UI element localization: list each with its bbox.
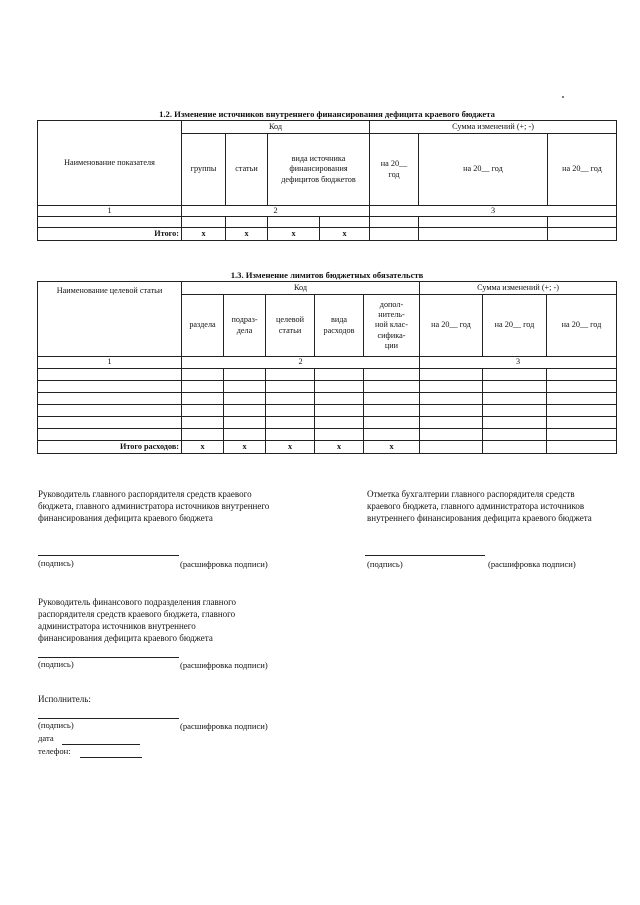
phone-line[interactable]	[80, 757, 142, 758]
year-3-header: на 20__ год	[547, 295, 617, 357]
col-sum-header: Сумма изменений (+; -)	[370, 121, 617, 134]
executor-signature-line	[38, 718, 179, 719]
sub-source-header: вида источника финансирования дефицитов бюджетов	[268, 134, 370, 206]
scan-speck	[562, 96, 564, 98]
accounting-mark-text: Отметка бухгалтерии главного распорядителя средств краевого бюджета, главного администратора источников внутреннего финансирования дефицита краевого бюджета	[367, 489, 592, 523]
signature-caption: (подпись)	[38, 659, 74, 669]
total-label: Итого:	[38, 228, 182, 241]
x-mark: x	[182, 228, 226, 241]
table-row	[38, 393, 617, 405]
col-number-1: 1	[38, 357, 182, 369]
x-mark: x	[315, 441, 364, 454]
col-number-2: 2	[182, 206, 370, 217]
year-1-header: на 20__ год	[370, 134, 419, 206]
table-row	[38, 429, 617, 441]
signature-caption: (подпись)	[38, 720, 74, 730]
signature-caption: (подпись)	[367, 559, 403, 569]
col-number-1: 1	[38, 206, 182, 217]
finance-signature-line	[38, 657, 179, 658]
year-2-header: на 20__ год	[483, 295, 547, 357]
total-label: Итого расходов:	[38, 441, 182, 454]
table-row	[38, 381, 617, 393]
col-name-header: Наименование показателя	[38, 121, 182, 206]
sources-table	[37, 120, 617, 241]
col-code-header: Код	[182, 282, 420, 295]
table-row	[38, 417, 617, 429]
x-mark: x	[224, 441, 266, 454]
x-mark: x	[268, 228, 320, 241]
date-label: дата	[38, 733, 54, 743]
x-mark: x	[226, 228, 268, 241]
sub-target-header: целевой статьи	[266, 295, 315, 357]
phone-label: телефон:	[38, 746, 71, 756]
decoding-caption: (расшифровка подписи)	[180, 721, 268, 731]
signature-caption: (подпись)	[38, 558, 74, 568]
year-2-header: на 20__ год	[419, 134, 548, 206]
section-13-title: 1.3. Изменение лимитов бюджетных обязательств	[230, 270, 424, 280]
col-name-header: Наименование целевой статьи	[38, 282, 182, 357]
table-row	[38, 217, 617, 228]
col-number-3: 3	[420, 357, 617, 369]
decoding-caption: (расшифровка подписи)	[180, 660, 268, 670]
total-row	[38, 441, 617, 454]
table-row	[38, 369, 617, 381]
x-mark: x	[182, 441, 224, 454]
x-mark: x	[266, 441, 315, 454]
sub-additional-header: допол-нитель-ной клас-сифика-ции	[364, 295, 420, 357]
decoding-caption: (расшифровка подписи)	[488, 559, 576, 569]
decoding-caption: (расшифровка подписи)	[180, 559, 268, 569]
section-12-title: 1.2. Изменение источников внутреннего финансирования дефицита краевого бюджета	[159, 109, 495, 119]
limits-table	[37, 281, 617, 454]
sub-expense-header: вида расходов	[315, 295, 364, 357]
x-mark: x	[364, 441, 420, 454]
finance-head-text: Руководитель финансового подразделения главного распорядителя средств краевого бюджета, главного администратора источников внутреннего финансирования дефицита краевого бюджета	[38, 597, 237, 643]
sub-subsection-header: подраз-дела	[224, 295, 266, 357]
year-3-header: на 20__ год	[548, 134, 617, 206]
table-row	[38, 405, 617, 417]
x-mark: x	[320, 228, 370, 241]
sub-section-header: раздела	[182, 295, 224, 357]
head-signature-text: Руководитель главного распорядителя средств краевого бюджета, главного администратора источников внутреннего финансирования дефицита краевого бюджета	[38, 489, 270, 523]
date-line[interactable]	[62, 744, 140, 745]
col-sum-header: Сумма изменений (+; -)	[420, 282, 617, 295]
accounting-signature-line	[365, 555, 485, 556]
executor-label: Исполнитель:	[38, 694, 91, 704]
sub-group-header: группы	[182, 134, 226, 206]
col-number-2: 2	[182, 357, 420, 369]
sub-article-header: статьи	[226, 134, 268, 206]
year-1-header: на 20__ год	[420, 295, 483, 357]
head-signature-line	[38, 555, 179, 556]
col-number-3: 3	[370, 206, 617, 217]
col-code-header: Код	[182, 121, 370, 134]
total-row	[38, 228, 617, 241]
